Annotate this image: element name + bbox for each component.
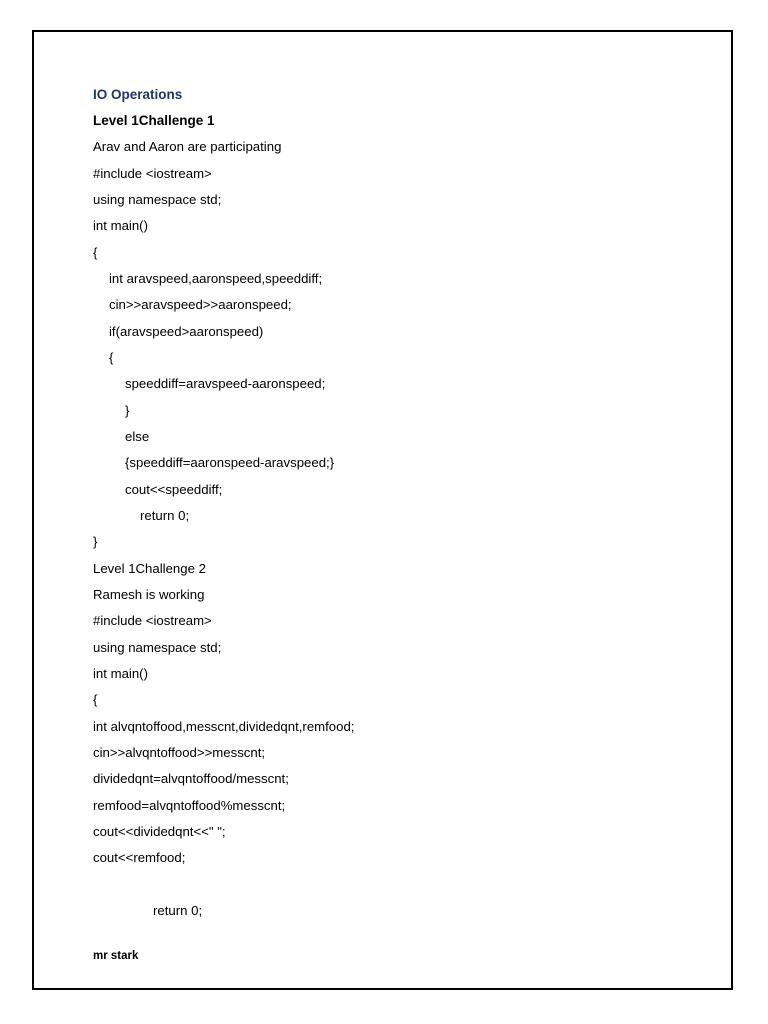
code-line: #include <iostream> xyxy=(93,613,212,628)
code-line: remfood=alvqntoffood%messcnt; xyxy=(93,798,286,813)
challenge1-subtitle: Arav and Aaron are participating xyxy=(93,139,282,154)
code-line: } xyxy=(125,403,130,418)
code-line: { xyxy=(93,692,98,707)
code-line: } xyxy=(93,534,98,549)
code-line: {speeddiff=aaronspeed-aravspeed;} xyxy=(125,455,335,470)
code-line: if(aravspeed>aaronspeed) xyxy=(109,324,264,339)
code-line: { xyxy=(93,245,98,260)
code-line: { xyxy=(109,350,114,365)
document-heading: IO Operations xyxy=(93,87,183,102)
code-line: int aravspeed,aaronspeed,speeddiff; xyxy=(109,271,323,286)
code-line: cin>>alvqntoffood>>messcnt; xyxy=(93,745,266,760)
code-line: #include <iostream> xyxy=(93,166,212,181)
code-line: else xyxy=(125,429,150,444)
code-line: int main() xyxy=(93,666,148,681)
code-line: cout<<dividedqnt<<" "; xyxy=(93,824,226,839)
author-name: mr stark xyxy=(93,950,139,962)
code-line: return 0; xyxy=(140,508,190,523)
code-line: int alvqntoffood,messcnt,dividedqnt,remfood; xyxy=(93,719,355,734)
code-line: using namespace std; xyxy=(93,640,222,655)
challenge1-title: Level 1Challenge 1 xyxy=(93,113,215,128)
challenge2-subtitle: Ramesh is working xyxy=(93,587,205,602)
challenge2-title: Level 1Challenge 2 xyxy=(93,561,206,576)
code-line: cout<<remfood; xyxy=(93,850,186,865)
code-line: speeddiff=aravspeed-aaronspeed; xyxy=(125,376,326,391)
code-line: dividedqnt=alvqntoffood/messcnt; xyxy=(93,771,289,786)
code-line: using namespace std; xyxy=(93,192,222,207)
code-line: cout<<speeddiff; xyxy=(125,482,223,497)
code-line: return 0; xyxy=(153,903,203,918)
code-line: int main() xyxy=(93,218,148,233)
code-line: cin>>aravspeed>>aaronspeed; xyxy=(109,297,292,312)
